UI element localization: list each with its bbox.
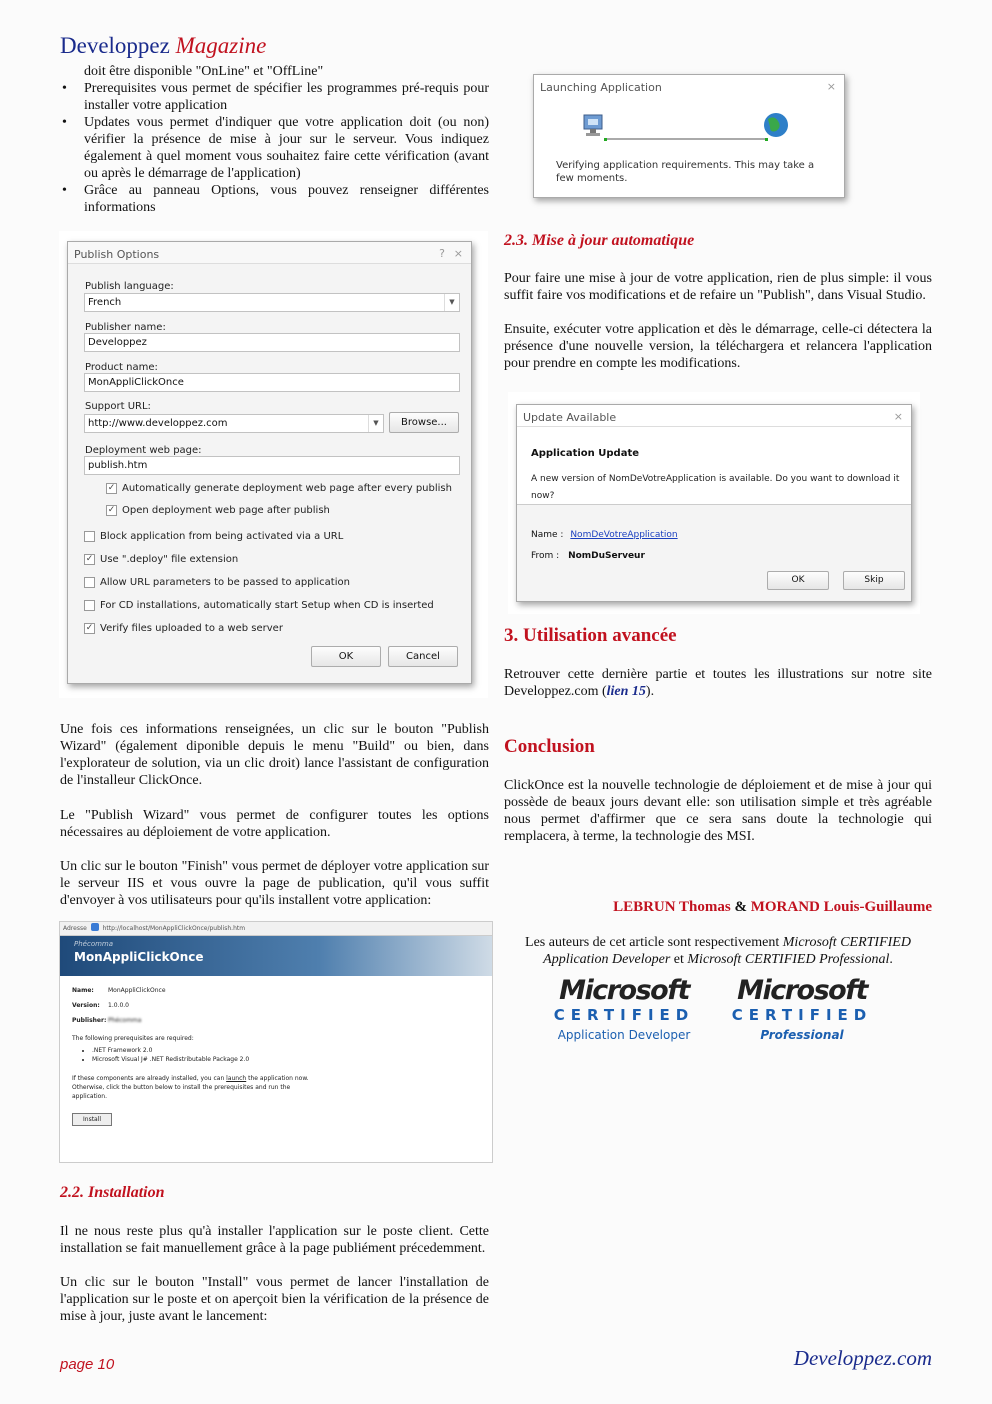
mcp-logo — [729, 976, 875, 1043]
checkbox-label: Open deployment web page after publish — [122, 505, 330, 516]
paragraph-wizard-options: Le "Publish Wizard" vous permet de configurer toutes les options nécessaires au déploiement de votre application. — [60, 808, 489, 840]
prereq-intro: The following prerequisites are required: — [72, 1035, 194, 1042]
update-name-row — [531, 527, 678, 544]
computer-to-globe-icon — [582, 111, 794, 145]
paragraph-conclusion: ClickOnce est la nouvelle technologie de déploiement et de mise à jour qui possède de beaux jours devant elle: son utilisation simple et très agréable nous permet d'affirmer que ce sera sans doute la technologie qui remplacera, à terme, la technologie des MSI. — [504, 778, 932, 844]
magazine-title-italic: Magazine — [175, 33, 267, 58]
support-url-label: Support URL: — [85, 401, 151, 412]
page-icon — [91, 923, 99, 931]
advanced-text: Retrouver cette dernière partie et toutes les illustrations sur notre site Developpez.com ( — [504, 667, 932, 699]
magazine-title-main: Developpez — [60, 33, 170, 58]
authors-line — [613, 899, 932, 916]
publish-language-select[interactable] — [84, 293, 460, 312]
footer-site: Developpez.com — [793, 1346, 932, 1370]
chevron-down-icon[interactable]: ▼ — [368, 415, 383, 432]
prereq-item: • .NET Framework 2.0 — [92, 1046, 480, 1055]
checkbox-open-page[interactable] — [106, 505, 330, 517]
bullet-updates: • Updates vous permet d'indiquer que votre application doit (ou non) vérifier la présence de mise à jour sur le serveur. Vous indiquez également à quel moment vous souhaitez faire cette vérification (avant ou après le démarrage de l'application) — [60, 114, 489, 182]
paragraph-advanced — [504, 666, 932, 700]
app-title: MonAppliClickOnce — [74, 950, 204, 964]
checkbox-label: Verify files uploaded to a web server — [100, 623, 283, 634]
authors-ampersand: & — [734, 899, 747, 915]
update-heading: Application Update — [531, 448, 640, 459]
name-row — [72, 986, 480, 995]
launching-title-bar — [534, 75, 844, 97]
checkbox-label: Use ".deploy" file extension — [100, 554, 239, 565]
magazine-title — [60, 33, 266, 59]
publisher-label: Publisher: — [72, 1017, 107, 1024]
publish-language-value: French — [88, 297, 122, 308]
version-label: Version: — [72, 1002, 100, 1009]
checkbox-label: Block application from being activated via a URL — [100, 531, 344, 542]
checkbox-label: Allow URL parameters to be passed to application — [100, 577, 350, 588]
publish-language-label: Publish language: — [85, 281, 174, 292]
checkbox-url-params[interactable] — [84, 577, 350, 589]
update-dialog — [516, 404, 912, 602]
publisher-name-input[interactable]: Developpez — [84, 333, 460, 352]
torn-edge-decoration — [60, 1104, 493, 1163]
bullet-options: • Grâce au panneau Options, vous pouvez renseigner différentes informations — [60, 182, 489, 216]
bio-text: Les auteurs de cet article sont respectivement — [525, 935, 783, 950]
checkbox-label: For CD installations, automatically start Setup when CD is inserted — [100, 600, 434, 611]
update-header-panel — [517, 427, 911, 505]
ok-button[interactable]: OK — [767, 571, 829, 590]
paragraph-update-2: Ensuite, exécuter votre application et dès le démarrage, celle-ci détectera la présence d'une nouvelle version, la téléchargera et relancera l'application pour prendre en compte les modifications. — [504, 322, 932, 371]
publish-page-banner — [60, 936, 492, 976]
name-value: MonAppliClickOnce — [108, 987, 166, 994]
publish-options-screenshot — [59, 231, 488, 698]
address-value[interactable]: http://localhost/MonAppliClickOnce/publish.htm — [102, 925, 246, 932]
support-url-combo[interactable] — [84, 414, 384, 433]
server-name: NomDuServeur — [568, 551, 645, 561]
close-icon[interactable]: × — [453, 247, 463, 260]
install-note — [72, 1074, 312, 1101]
bullet-prerequisites: • Prerequisites vous permet de spécifier les programmes pré-requis pour installer votre application — [60, 80, 489, 114]
paragraph-publish-wizard: Une fois ces informations renseignées, un clic sur le bouton "Publish Wizard" (également diponible depuis le menu "Build" ou bien, dans l'explorateur de solution, via un clic droit) lance l'assistant de configuration de l'installeur ClickOnce. — [60, 722, 489, 788]
deployment-page-input[interactable]: publish.htm — [84, 456, 460, 475]
version-row — [72, 1001, 480, 1010]
certified-text: CERTIFIED — [731, 1006, 873, 1024]
note-text: If these components are already installed, you can — [72, 1075, 227, 1082]
checkbox-box[interactable] — [84, 577, 95, 588]
checkbox-cd-autostart[interactable] — [84, 600, 434, 612]
microsoft-wordmark: Microsoft — [559, 975, 689, 1006]
browser-address-bar — [60, 922, 492, 936]
cancel-button[interactable]: Cancel — [388, 646, 458, 667]
heading-advanced: 3. Utilisation avancée — [504, 625, 677, 646]
heading-conclusion: Conclusion — [504, 736, 595, 757]
publisher-row — [72, 1016, 480, 1025]
paragraph-install-1: Il ne nous reste plus qu'à installer l'application sur le poste client. Cette installation se fait manuellement grâce à la page publiément précedemment. — [60, 1224, 489, 1256]
close-icon[interactable]: × — [893, 410, 903, 423]
dialog-title-bar — [68, 242, 471, 264]
publish-options-dialog — [67, 241, 472, 684]
certification-title: Application Developer — [557, 1028, 691, 1042]
checkbox-box[interactable]: ✓ — [107, 483, 116, 493]
checkbox-deploy-extension[interactable] — [84, 554, 238, 566]
author-2: MORAND Louis-Guillaume — [750, 899, 932, 915]
certification-title: Professional — [760, 1028, 844, 1042]
name-label: Name : — [531, 530, 564, 540]
skip-button[interactable]: Skip — [843, 571, 905, 590]
note-text: the application now. Otherwise, click the button below to install the prerequisites and run the application. — [72, 1075, 309, 1100]
checkbox-box[interactable]: ✓ — [85, 554, 94, 564]
publisher-value: Phécomma — [108, 1017, 142, 1024]
close-icon[interactable]: × — [826, 80, 836, 93]
product-name-label: Product name: — [85, 362, 158, 373]
product-name-input[interactable]: MonAppliClickOnce — [84, 373, 460, 392]
support-url-value: http://www.developpez.com — [88, 418, 228, 429]
checkbox-label: Automatically generate deployment web page after every publish — [122, 483, 452, 494]
heading-installation: 2.2. Installation — [60, 1184, 165, 1201]
checkbox-verify-files[interactable] — [84, 623, 283, 635]
advanced-text-end: ). — [645, 684, 655, 699]
application-link[interactable]: NomDeVotreApplication — [570, 530, 678, 540]
launching-title: Launching Application — [540, 81, 662, 94]
microsoft-wordmark: Microsoft — [737, 975, 867, 1006]
mcad-logo — [549, 976, 699, 1043]
version-value: 1.0.0.0 — [108, 1002, 129, 1009]
publish-page-screenshot — [59, 921, 493, 1163]
checkbox-box[interactable] — [84, 531, 95, 542]
certified-text: CERTIFIED — [553, 1006, 695, 1024]
address-label: Adresse — [63, 925, 87, 932]
checkbox-box[interactable]: ✓ — [107, 505, 116, 515]
brand-name: Phécomma — [74, 940, 114, 948]
bio-cert-2: Microsoft CERTIFIED Professional — [687, 952, 890, 967]
from-label: From : — [531, 551, 560, 561]
deployment-page-label: Deployment web page: — [85, 445, 202, 456]
launching-dialog — [533, 74, 845, 198]
paragraph-install-2: Un clic sur le bouton "Install" vous permet de lancer l'installation de l'application sur le poste et on aperçoit bien la vérification de la présence de mise à jour, juste avant le lancement: — [60, 1275, 489, 1324]
help-icon[interactable]: ? — [439, 247, 445, 260]
paragraph-finish: Un clic sur le bouton "Finish" vous permet de déployer votre application sur le serveur IIS et vous ouvre la page de publication, qu'il vous suffit d'envoyer à vos utilisateurs pour qu'ils installent votre application: — [60, 859, 489, 908]
dialog-title: Publish Options — [74, 248, 160, 261]
authors-bio — [504, 934, 932, 968]
prereq-item: • Microsoft Visual J# .NET Redistributable Package 2.0 — [92, 1055, 480, 1064]
update-title-bar — [517, 405, 911, 427]
update-message: A new version of NomDeVotreApplication is available. Do you want to download it now? — [531, 474, 900, 501]
browse-button[interactable]: Browse... — [389, 412, 459, 433]
author-1: LEBRUN Thomas — [613, 899, 731, 915]
heading-auto-update: 2.3. Mise à jour automatique — [504, 232, 695, 249]
checkbox-box[interactable] — [84, 600, 95, 611]
paragraph-update-1: Pour faire une mise à jour de votre application, rien de plus simple: il vous suffit faire vos modifications et de refaire un "Publish", dans Visual Studio. — [504, 271, 932, 303]
page-number: page 10 — [60, 1356, 115, 1373]
prereq-list — [92, 1046, 480, 1064]
update-title: Update Available — [523, 411, 617, 424]
launching-message: Verifying application requirements. This may take a few moments. — [556, 160, 815, 184]
install-button[interactable]: Install — [72, 1113, 112, 1126]
ok-button[interactable]: OK — [311, 646, 381, 667]
update-screenshot — [508, 392, 920, 614]
link-15[interactable]: lien 15 — [606, 684, 646, 699]
bio-text: et — [670, 952, 688, 967]
checkbox-box[interactable]: ✓ — [85, 623, 94, 633]
update-from-row — [531, 548, 645, 565]
checkbox-auto-generate[interactable] — [106, 483, 452, 495]
name-label: Name: — [72, 987, 94, 994]
publisher-name-label: Publisher name: — [85, 322, 166, 333]
options-bullet-list — [60, 80, 489, 216]
launch-link[interactable]: launch — [226, 1075, 247, 1082]
bio-cert-1: Microsoft CERTIFIED Application Developer — [543, 935, 911, 967]
lead-line: doit être disponible "OnLine" et "OffLine" — [84, 64, 324, 79]
chevron-down-icon[interactable]: ▼ — [444, 294, 459, 311]
checkbox-block-url[interactable] — [84, 531, 343, 543]
bio-text: . — [889, 952, 893, 967]
